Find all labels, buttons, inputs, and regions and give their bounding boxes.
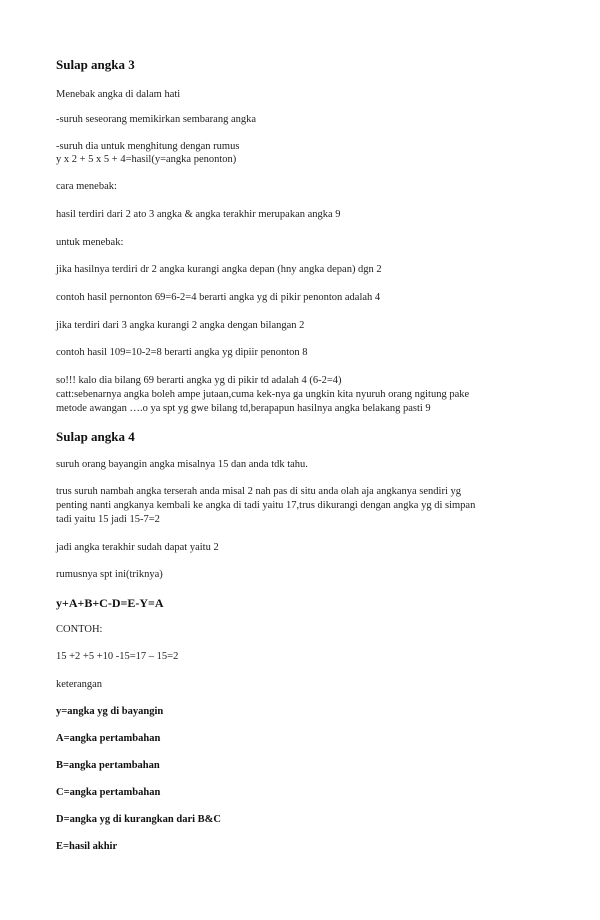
trus-line-3: tadi yaitu 15 jadi 15-7=2 bbox=[56, 514, 160, 525]
section-title-sulap-3: Sulap angka 3 bbox=[56, 57, 135, 72]
intro-paragraph: suruh orang bayangin angka misalnya 15 dan anda tdk tahu. bbox=[56, 459, 308, 470]
formula-line: y x 2 + 5 x 5 + 4=hasil(y=angka penonton) bbox=[56, 154, 237, 165]
trus-line-1: trus suruh nambah angka terserah anda misal 2 nah pas di situ anda olah aja angkanya sendiri yg bbox=[56, 486, 462, 497]
jadi-paragraph: jadi angka terakhir sudah dapat yaitu 2 bbox=[56, 542, 219, 553]
keterangan-d: D=angka yg di kurangkan dari B&C bbox=[56, 814, 221, 825]
jika-2-angka: jika hasilnya terdiri dr 2 angka kurangi angka depan (hny angka depan) dgn 2 bbox=[56, 264, 382, 275]
section-title-sulap-4: Sulap angka 4 bbox=[56, 429, 135, 444]
catatan-line-2: metode awangan ….o ya spt yg gwe bilang td,berapapun hasilnya angka belakang pasti 9 bbox=[56, 403, 431, 414]
rumus-formula: y+A+B+C-D=E-Y=A bbox=[56, 596, 164, 610]
keterangan-label: keterangan bbox=[56, 679, 103, 690]
catatan-line-1: catt:sebenarnya angka boleh ampe jutaan,cuma kek-nya ga ungkin kita nyuruh orang ngitung pake bbox=[56, 389, 470, 400]
keterangan-a: A=angka pertambahan bbox=[56, 733, 161, 744]
keterangan-b: B=angka pertambahan bbox=[56, 760, 160, 771]
hasil-paragraph: hasil terdiri dari 2 ato 3 angka & angka terakhir merupakan angka 9 bbox=[56, 209, 341, 220]
contoh-2-angka: contoh hasil pernonton 69=6-2=4 berarti angka yg di pikir penonton adalah 4 bbox=[56, 292, 381, 303]
jika-3-angka: jika terdiri dari 3 angka kurangi 2 angka dengan bilangan 2 bbox=[56, 320, 305, 331]
so-paragraph: so!!! kalo dia bilang 69 berarti angka yg di pikir td adalah 4 (6-2=4) bbox=[56, 375, 342, 386]
keterangan-e: E=hasil akhir bbox=[56, 841, 118, 852]
keterangan-y: y=angka yg di bayangin bbox=[56, 706, 164, 717]
keterangan-c: C=angka pertambahan bbox=[56, 787, 161, 798]
contoh-calculation: 15 +2 +5 +10 -15=17 – 15=2 bbox=[56, 651, 179, 662]
contoh-3-angka: contoh hasil 109=10-2=8 berarti angka yg dipiir penonton 8 bbox=[56, 347, 308, 358]
contoh-label: CONTOH: bbox=[56, 624, 103, 635]
cara-menebak-label: cara menebak: bbox=[56, 181, 117, 192]
subtitle-menebak: Menebak angka di dalam hati bbox=[56, 89, 181, 100]
step-suruh-menghitung: -suruh dia untuk menghitung dengan rumus bbox=[56, 141, 240, 152]
untuk-menebak-label: untuk menebak: bbox=[56, 237, 124, 248]
rumus-label: rumusnya spt ini(triknya) bbox=[56, 569, 163, 580]
step-suruh-memikirkan: -suruh seseorang memikirkan sembarang angka bbox=[56, 114, 257, 125]
trus-line-2: penting nanti angkanya kembali ke angka di tadi yaitu 17,trus dikurangi dengan angka yg di simpan bbox=[56, 500, 476, 511]
